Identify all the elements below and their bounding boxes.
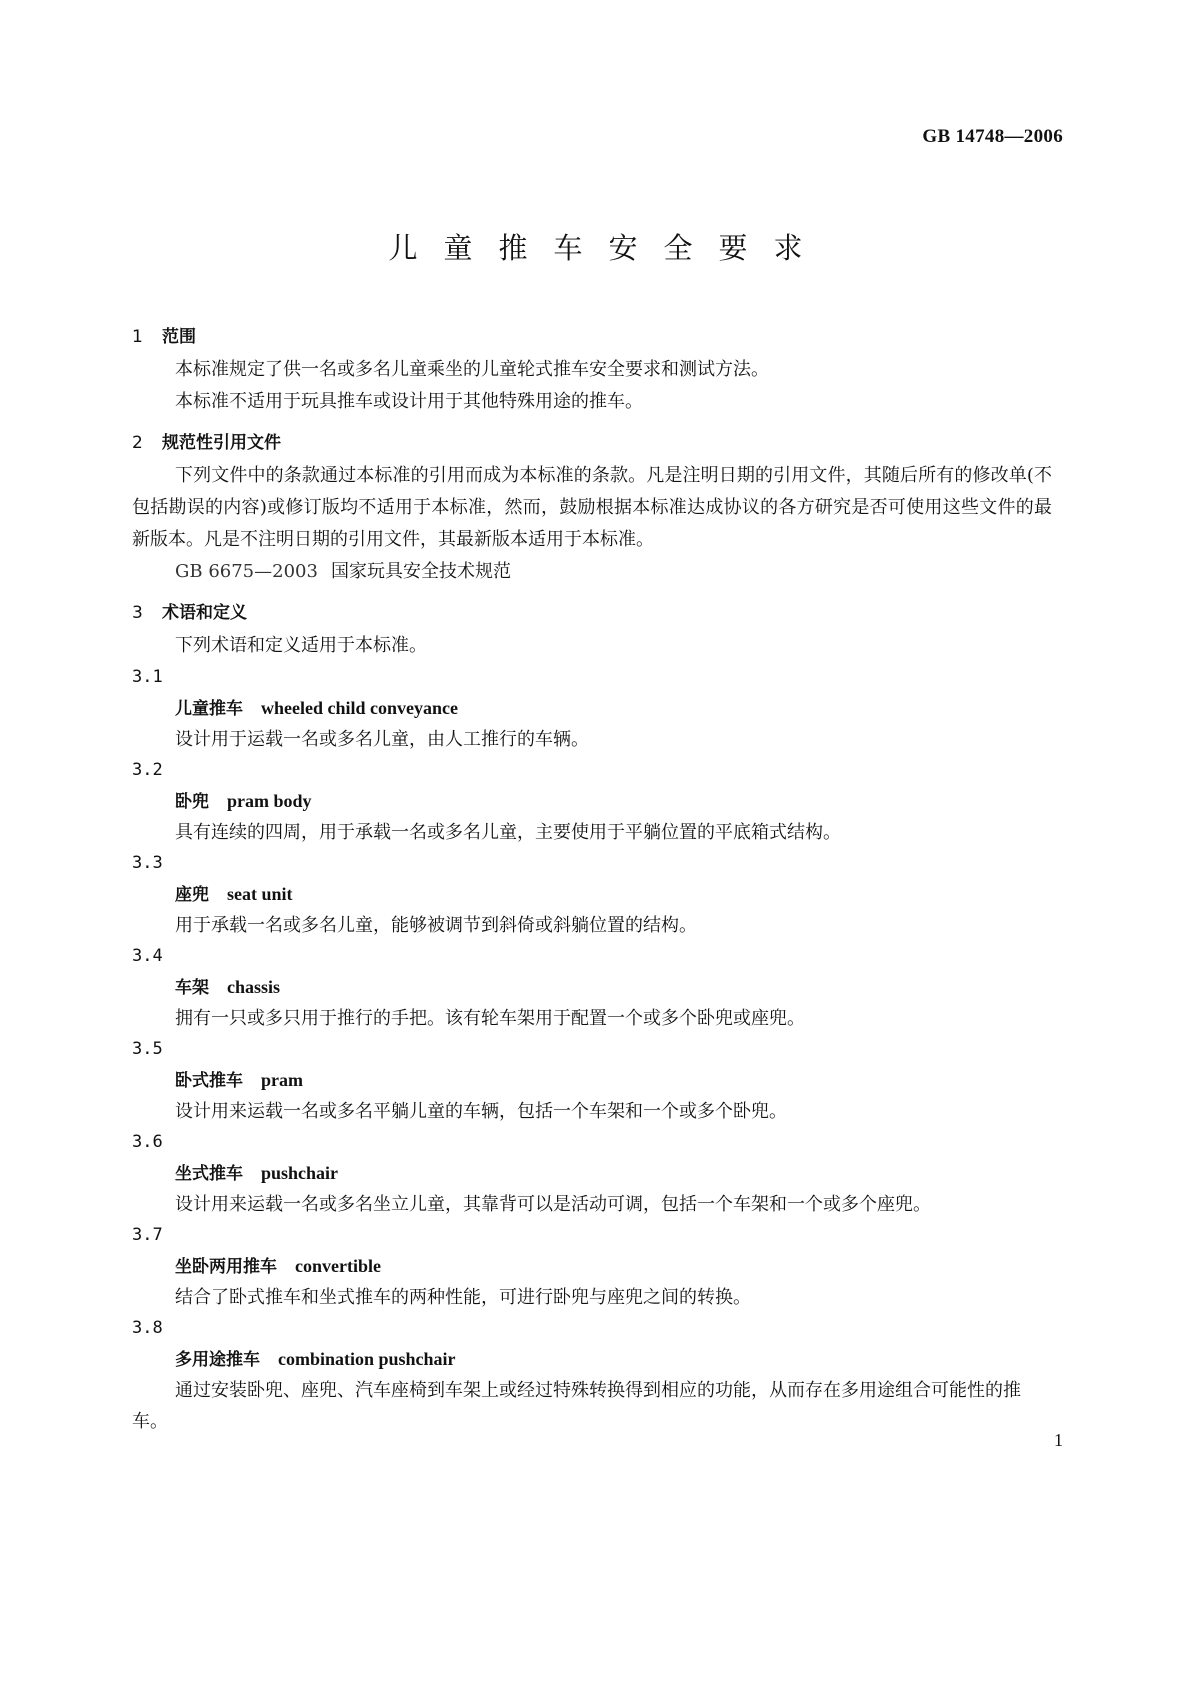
term-en: seat unit bbox=[227, 884, 293, 904]
term-zh: 坐卧两用推车 bbox=[175, 1257, 277, 1277]
section-number: 3 bbox=[132, 603, 143, 623]
term-3-2 bbox=[132, 755, 1052, 848]
term-en: convertible bbox=[295, 1256, 381, 1276]
term-3-7 bbox=[132, 1220, 1052, 1313]
clause-number: 3.8 bbox=[132, 1318, 163, 1338]
term-3-5 bbox=[132, 1034, 1052, 1127]
term-3-1 bbox=[132, 662, 1052, 755]
document-body bbox=[132, 320, 1052, 1437]
term-en: pram body bbox=[227, 791, 312, 811]
section-title: 范围 bbox=[162, 327, 196, 347]
term-definition: 拥有一只或多只用于推行的手把。该有轮车架用于配置一个或多个卧兜或座兜。 bbox=[175, 1008, 805, 1029]
clause-number: 3.6 bbox=[132, 1132, 163, 1152]
term-line bbox=[132, 1251, 1052, 1282]
term-en: combination pushchair bbox=[278, 1349, 456, 1369]
term-3-6 bbox=[132, 1127, 1052, 1220]
clause-number: 3.3 bbox=[132, 853, 163, 873]
term-zh: 多用途推车 bbox=[175, 1350, 260, 1370]
term-line bbox=[132, 693, 1052, 724]
clause-number: 3.4 bbox=[132, 946, 163, 966]
paragraph: 下列文件中的条款通过本标准的引用而成为本标准的条款。凡是注明日期的引用文件，其随后所有的修改单(不包括勘误的内容)或修订版均不适用于本标准，然而，鼓励根据本标准达成协议的各方研究是否可使用这些文件的最新版本。凡是不注明日期的引用文件，其最新版本适用于本标准。 bbox=[132, 465, 1052, 550]
term-3-8 bbox=[132, 1313, 1052, 1437]
term-definition: 设计用来运载一名或多名坐立儿童，其靠背可以是活动可调，包括一个车架和一个或多个座兜。 bbox=[175, 1194, 931, 1215]
term-en: wheeled child conveyance bbox=[261, 698, 458, 718]
clause-number: 3.5 bbox=[132, 1039, 163, 1059]
term-zh: 儿童推车 bbox=[175, 699, 243, 719]
term-en: pram bbox=[261, 1070, 303, 1090]
reference-code: GB 6675—2003 bbox=[175, 561, 318, 582]
reference-entry bbox=[132, 556, 1052, 588]
clause-number: 3.7 bbox=[132, 1225, 163, 1245]
section-heading-normative-references bbox=[132, 426, 1052, 460]
section-title: 规范性引用文件 bbox=[162, 433, 281, 453]
term-line bbox=[132, 879, 1052, 910]
section-heading-scope bbox=[132, 320, 1052, 354]
section-number: 1 bbox=[132, 327, 143, 347]
term-definition: 设计用来运载一名或多名平躺儿童的车辆，包括一个车架和一个或多个卧兜。 bbox=[175, 1101, 787, 1122]
section-title: 术语和定义 bbox=[162, 603, 247, 623]
term-definition: 用于承载一名或多名儿童，能够被调节到斜倚或斜躺位置的结构。 bbox=[175, 915, 697, 936]
term-zh: 卧式推车 bbox=[175, 1071, 243, 1091]
term-en: pushchair bbox=[261, 1163, 339, 1183]
term-3-4 bbox=[132, 941, 1052, 1034]
standard-code: GB 14748—2006 bbox=[922, 126, 1063, 147]
paragraph: 本标准不适用于玩具推车或设计用于其他特殊用途的推车。 bbox=[175, 391, 643, 412]
term-zh: 座兜 bbox=[175, 885, 209, 905]
term-line bbox=[132, 972, 1052, 1003]
term-zh: 卧兜 bbox=[175, 792, 209, 812]
paragraph: 本标准规定了供一名或多名儿童乘坐的儿童轮式推车安全要求和测试方法。 bbox=[175, 359, 769, 380]
page-number: 1 bbox=[1054, 1430, 1063, 1450]
document-title: 儿童推车安全要求 bbox=[388, 231, 829, 265]
term-zh: 坐式推车 bbox=[175, 1164, 243, 1184]
term-definition: 通过安装卧兜、座兜、汽车座椅到车架上或经过特殊转换得到相应的功能，从而存在多用途组合可能性的推车。 bbox=[132, 1380, 1021, 1432]
clause-number: 3.2 bbox=[132, 760, 163, 780]
term-definition: 结合了卧式推车和坐式推车的两种性能，可进行卧兜与座兜之间的转换。 bbox=[175, 1287, 751, 1308]
reference-name: 国家玩具安全技术规范 bbox=[331, 561, 511, 582]
clause-number: 3.1 bbox=[132, 667, 163, 687]
term-en: chassis bbox=[227, 977, 281, 997]
term-line bbox=[132, 1344, 1052, 1375]
term-3-3 bbox=[132, 848, 1052, 941]
term-definition: 设计用于运载一名或多名儿童，由人工推行的车辆。 bbox=[175, 729, 589, 750]
term-definition: 具有连续的四周，用于承载一名或多名儿童，主要使用于平躺位置的平底箱式结构。 bbox=[175, 822, 841, 843]
term-line bbox=[132, 1065, 1052, 1096]
term-line bbox=[132, 786, 1052, 817]
paragraph: 下列术语和定义适用于本标准。 bbox=[175, 635, 427, 656]
section-heading-terms bbox=[132, 596, 1052, 630]
term-line bbox=[132, 1158, 1052, 1189]
term-zh: 车架 bbox=[175, 978, 209, 998]
section-number: 2 bbox=[132, 433, 143, 453]
